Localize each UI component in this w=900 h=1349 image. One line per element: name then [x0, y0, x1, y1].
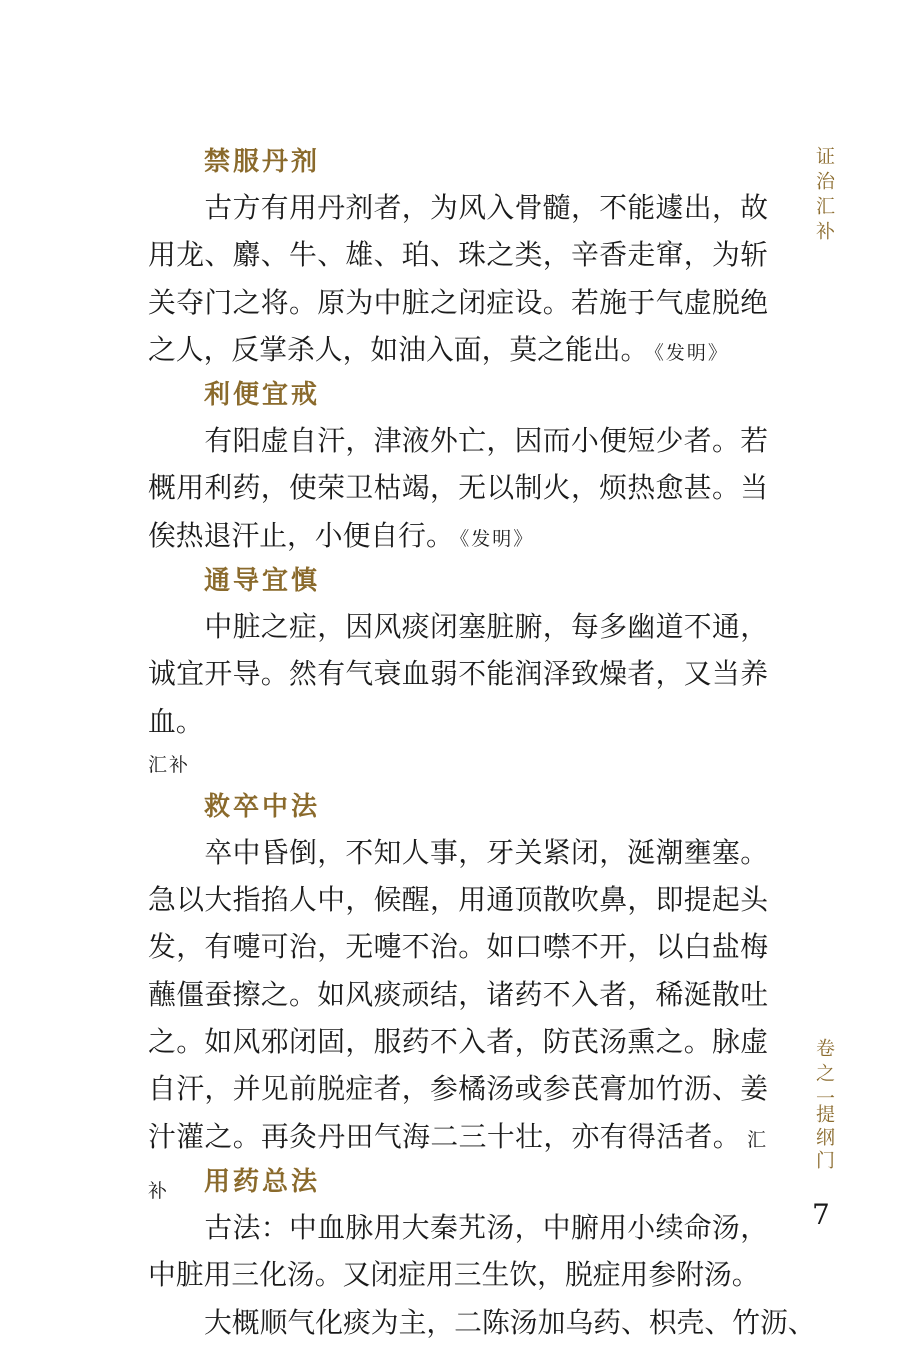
section-paragraph — [148, 417, 768, 559]
paragraph-text: 古法：中血脉用大秦艽汤，中腑用小续命汤，中脏用三化汤。又闭症用三生饮，脱症用参附汤。 — [148, 1210, 768, 1292]
section-title: 救卒中法 — [204, 791, 321, 822]
paragraph-text: 有阳虚自汗，津液外亡，因而小便短少者。若概用利药，使荣卫枯竭，无以制火，烦热愈甚。当俟热退汗止，小便自行。 — [148, 424, 768, 552]
book-title-running-head: 证治汇补 — [813, 146, 835, 246]
source-citation: 汇补 — [148, 753, 191, 776]
paragraph-text: 中脏之症，因风痰闭塞脏腑，每多幽道不通，诚宜开导。然有气衰血弱不能润泽致燥者，又当养血。 — [148, 610, 768, 738]
section-running-head: 提纲门 — [813, 1104, 835, 1173]
source-citation: 《发明》 — [654, 341, 729, 364]
section-title: 利便宜戒 — [204, 380, 321, 410]
section-title: 通导宜慎 — [204, 566, 321, 596]
paragraph-text: 古方有用丹剂者，为风入骨髓，不能遽出，故用龙、麝、牛、雄、珀、珠之类，辛香走窜，为斩关夺门之将。原为中脏之闭症设。若施于气虚脱绝之人，反掌杀人，如油入面，莫之能出。 — [148, 191, 768, 366]
page-body — [148, 140, 816, 1346]
section-paragraph — [148, 184, 768, 373]
paragraph-text: 大概顺气化痰为主，二陈汤加乌药、枳壳、竹沥、 — [204, 1305, 816, 1339]
section-paragraph — [148, 1204, 768, 1299]
paragraph-text: 卒中昏倒，不知人事，牙关紧闭，涎潮壅塞。急以大指掐人中，候醒，用通顶散吹鼻，即提起头发，有嚏可治，无嚏不治。如口噤不开，以白盐梅蘸僵蚕擦之。如风痰顽结，诸药不入者，稀涎散吐之。如风邪闭固，服药不入者，防芪汤熏之。脉虚自汗，并见前脱症者，参橘汤或参芪膏加竹沥、姜汁灌之。再灸丹田气海二三十壮，亦有得活者。 — [148, 835, 768, 1153]
page-number: 7 — [812, 1198, 830, 1231]
section-title: 禁服丹剂 — [204, 147, 321, 177]
section-title: 用药总法 — [204, 1166, 321, 1197]
volume-running-head: 卷之一 — [813, 1038, 835, 1113]
section-paragraph — [148, 603, 768, 745]
source-citation: 汇补 — [148, 1128, 768, 1202]
source-citation: 《发明》 — [459, 527, 535, 550]
trailing-paragraph — [148, 1299, 816, 1346]
